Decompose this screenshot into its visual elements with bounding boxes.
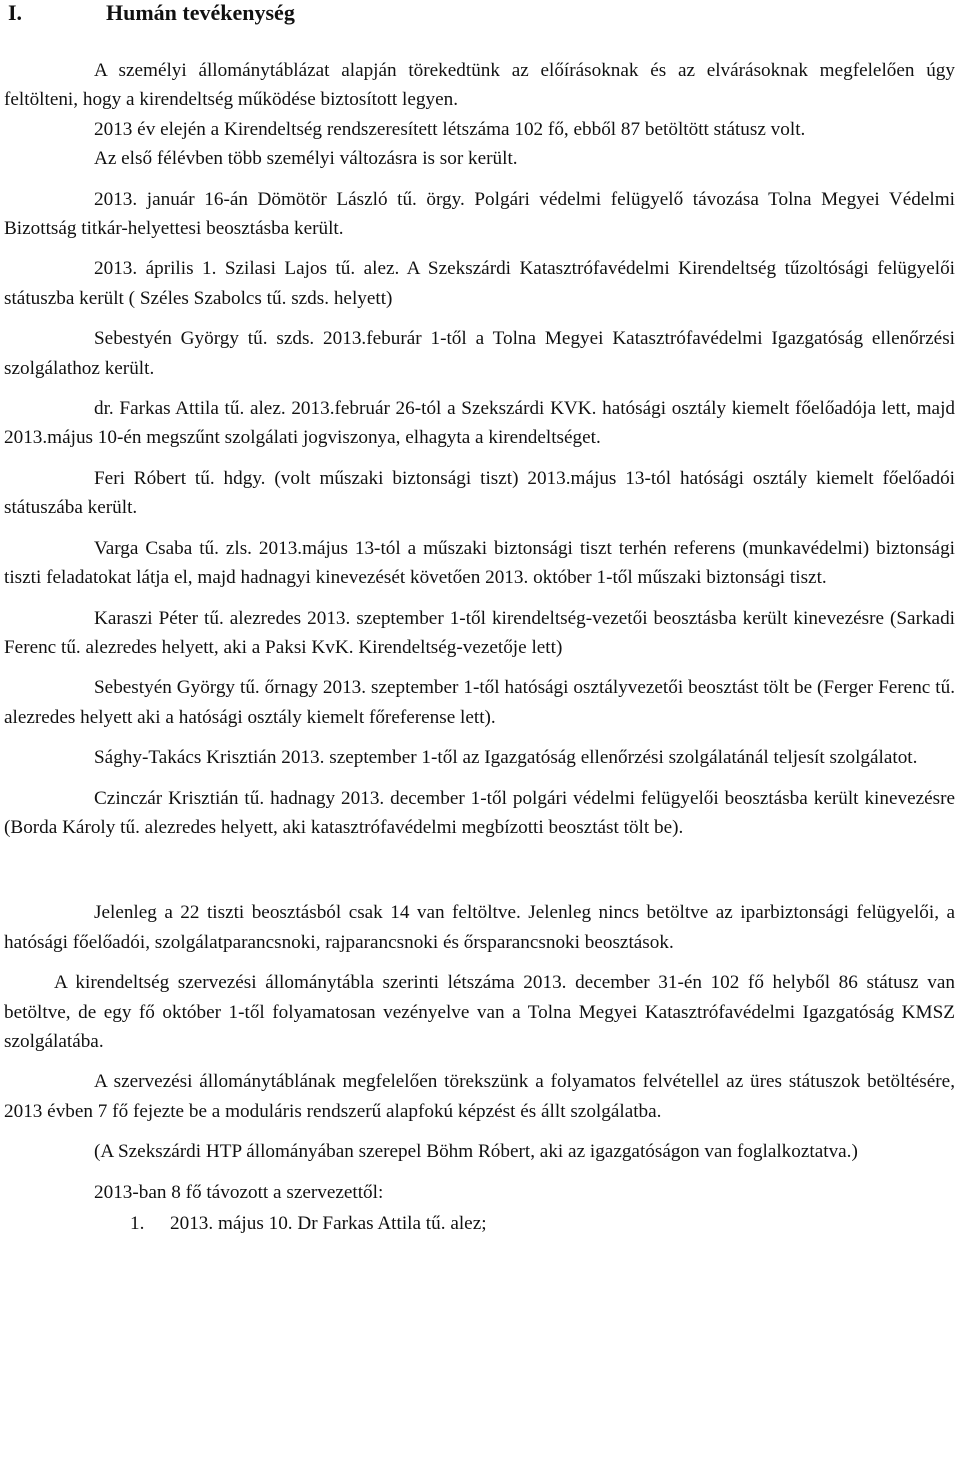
departures-list [4,1209,955,1238]
paragraph-changes-intro: Az első félévben több személyi változásra is sor került. [94,148,518,170]
section-number: I. [8,0,23,25]
paragraph-headcount-end: A kirendeltség szervezési állománytábla szerinti létszáma 2013. december 31-én 102 fő helyből 86 státusz van betöltve, de egy fő október 1-től folyamatosan vezényelve van a Tolna Megyei Katasztrófavédelmi Igazgatóság KMSZ szolgálatába. [4,972,955,1052]
paragraph-change-domotor: 2013. január 16-án Dömötör László tű. örgy. Polgári védelmi felügyelő távozása Tolna Megyei Védelmi Bizottság titkár-helyettesi beosztásba került. [4,188,955,240]
paragraph-intro: A személyi állománytáblázat alapján törekedtünk az előírásoknak és az elvárásoknak megfelelően úgy feltölteni, hogy a kirendeltség működése biztosított legyen. [4,60,955,111]
paragraph-officer-positions: Jelenleg a 22 tiszti beosztásból csak 14 van feltöltve. Jelenleg nincs betöltve az iparbiztonsági felügyelői, a hatósági főelőadói, szolgálatparancsnoki, rajparancsnoki és őrsparancsnoki beosztások. [4,902,955,953]
list-item-text: 2013. május 10. Dr Farkas Attila tű. alez; [170,1213,487,1234]
paragraph-change-saghy: Sághy-Takács Krisztián 2013. szeptember 1-től az Igazgatóság ellenőrzési szolgálatánál teljesít szolgálatot. [94,747,918,769]
document-body [4,56,955,1238]
paragraph-change-sebestyen-1: Sebestyén György tű. szds. 2013.feburár 1-től a Tolna Megyei Katasztrófavédelmi Igazgatóság ellenőrzési szolgálathoz került. [4,328,955,379]
paragraph-change-karaszi: Karaszi Péter tű. alezredes 2013. szeptember 1-től kirendeltség-vezetői beosztásba került kinevezésre (Sarkadi Ferenc tű. alezredes helyett, aki a Paksi KvK. Kirendeltség-vezetője lett) [4,607,955,658]
section-title: Humán tevékenység [106,0,295,25]
paragraph-change-farkas: dr. Farkas Attila tű. alez. 2013.február 26-tól a Szekszárdi KVK. hatósági osztály kiemelt főelőadója lett, majd 2013.május 10-én megszűnt szolgálati jogviszonya, elhagyta a kirendeltséget. [4,398,955,449]
paragraph-departures-intro: 2013-ban 8 fő távozott a szervezettől: [94,1181,384,1203]
paragraph-change-varga: Varga Csaba tű. zls. 2013.május 13-tól a műszaki biztonsági tiszt terhén referens (munkavédelmi) biztonsági tiszti feladatokat látja el, majd hadnagyi kinevezését követően 2013. október 1-től műszaki biztonsági tiszt. [4,537,955,589]
paragraph-change-czinczar: Czinczár Krisztián tű. hadnagy 2013. december 1-től polgári védelmi felügyelői beosztásba került kinevezésre (Borda Károly tű. alezredes helyett, aki katasztrófavédelmi megbízotti beosztást tölt be). [4,787,955,838]
paragraph-htp-note: (A Szekszárdi HTP állományában szerepel Böhm Róbert, aki az igazgatóságon van foglalkoztatva.) [94,1141,858,1163]
paragraph-headcount-start: 2013 év elején a Kirendeltség rendszeresített létszáma 102 fő, ebből 87 betöltött státusz volt. [94,118,806,140]
paragraph-change-sebestyen-2: Sebestyén György tű. őrnagy 2013. szeptember 1-től hatósági osztályvezetői beosztást tölt be (Ferger Ferenc tű. alezredes helyett aki a hatósági osztály kiemelt főreferense lett). [4,677,955,728]
paragraph-change-szilasi: 2013. április 1. Szilasi Lajos tű. alez. A Szekszárdi Katasztrófavédelmi Kirendeltség tűzoltósági felügyelői státuszba került ( Széles Szabolcs tű. szds. helyett) [4,258,955,309]
section-heading [8,0,295,26]
list-item-marker: 1. [130,1213,145,1234]
list-item [4,1209,955,1238]
paragraph-recruitment: A szervezési állománytáblának megfelelően törekszünk a folyamatos felvétellel az üres státuszok betöltésére, 2013 évben 7 fő fejezte be a moduláris rendszerű alapfokú képzést és állt szolgálatba. [4,1071,955,1122]
paragraph-change-feri: Feri Róbert tű. hdgy. (volt műszaki biztonsági tiszt) 2013.május 13-tól hatósági osztály kiemelt főelőadói státuszába került. [4,467,955,519]
